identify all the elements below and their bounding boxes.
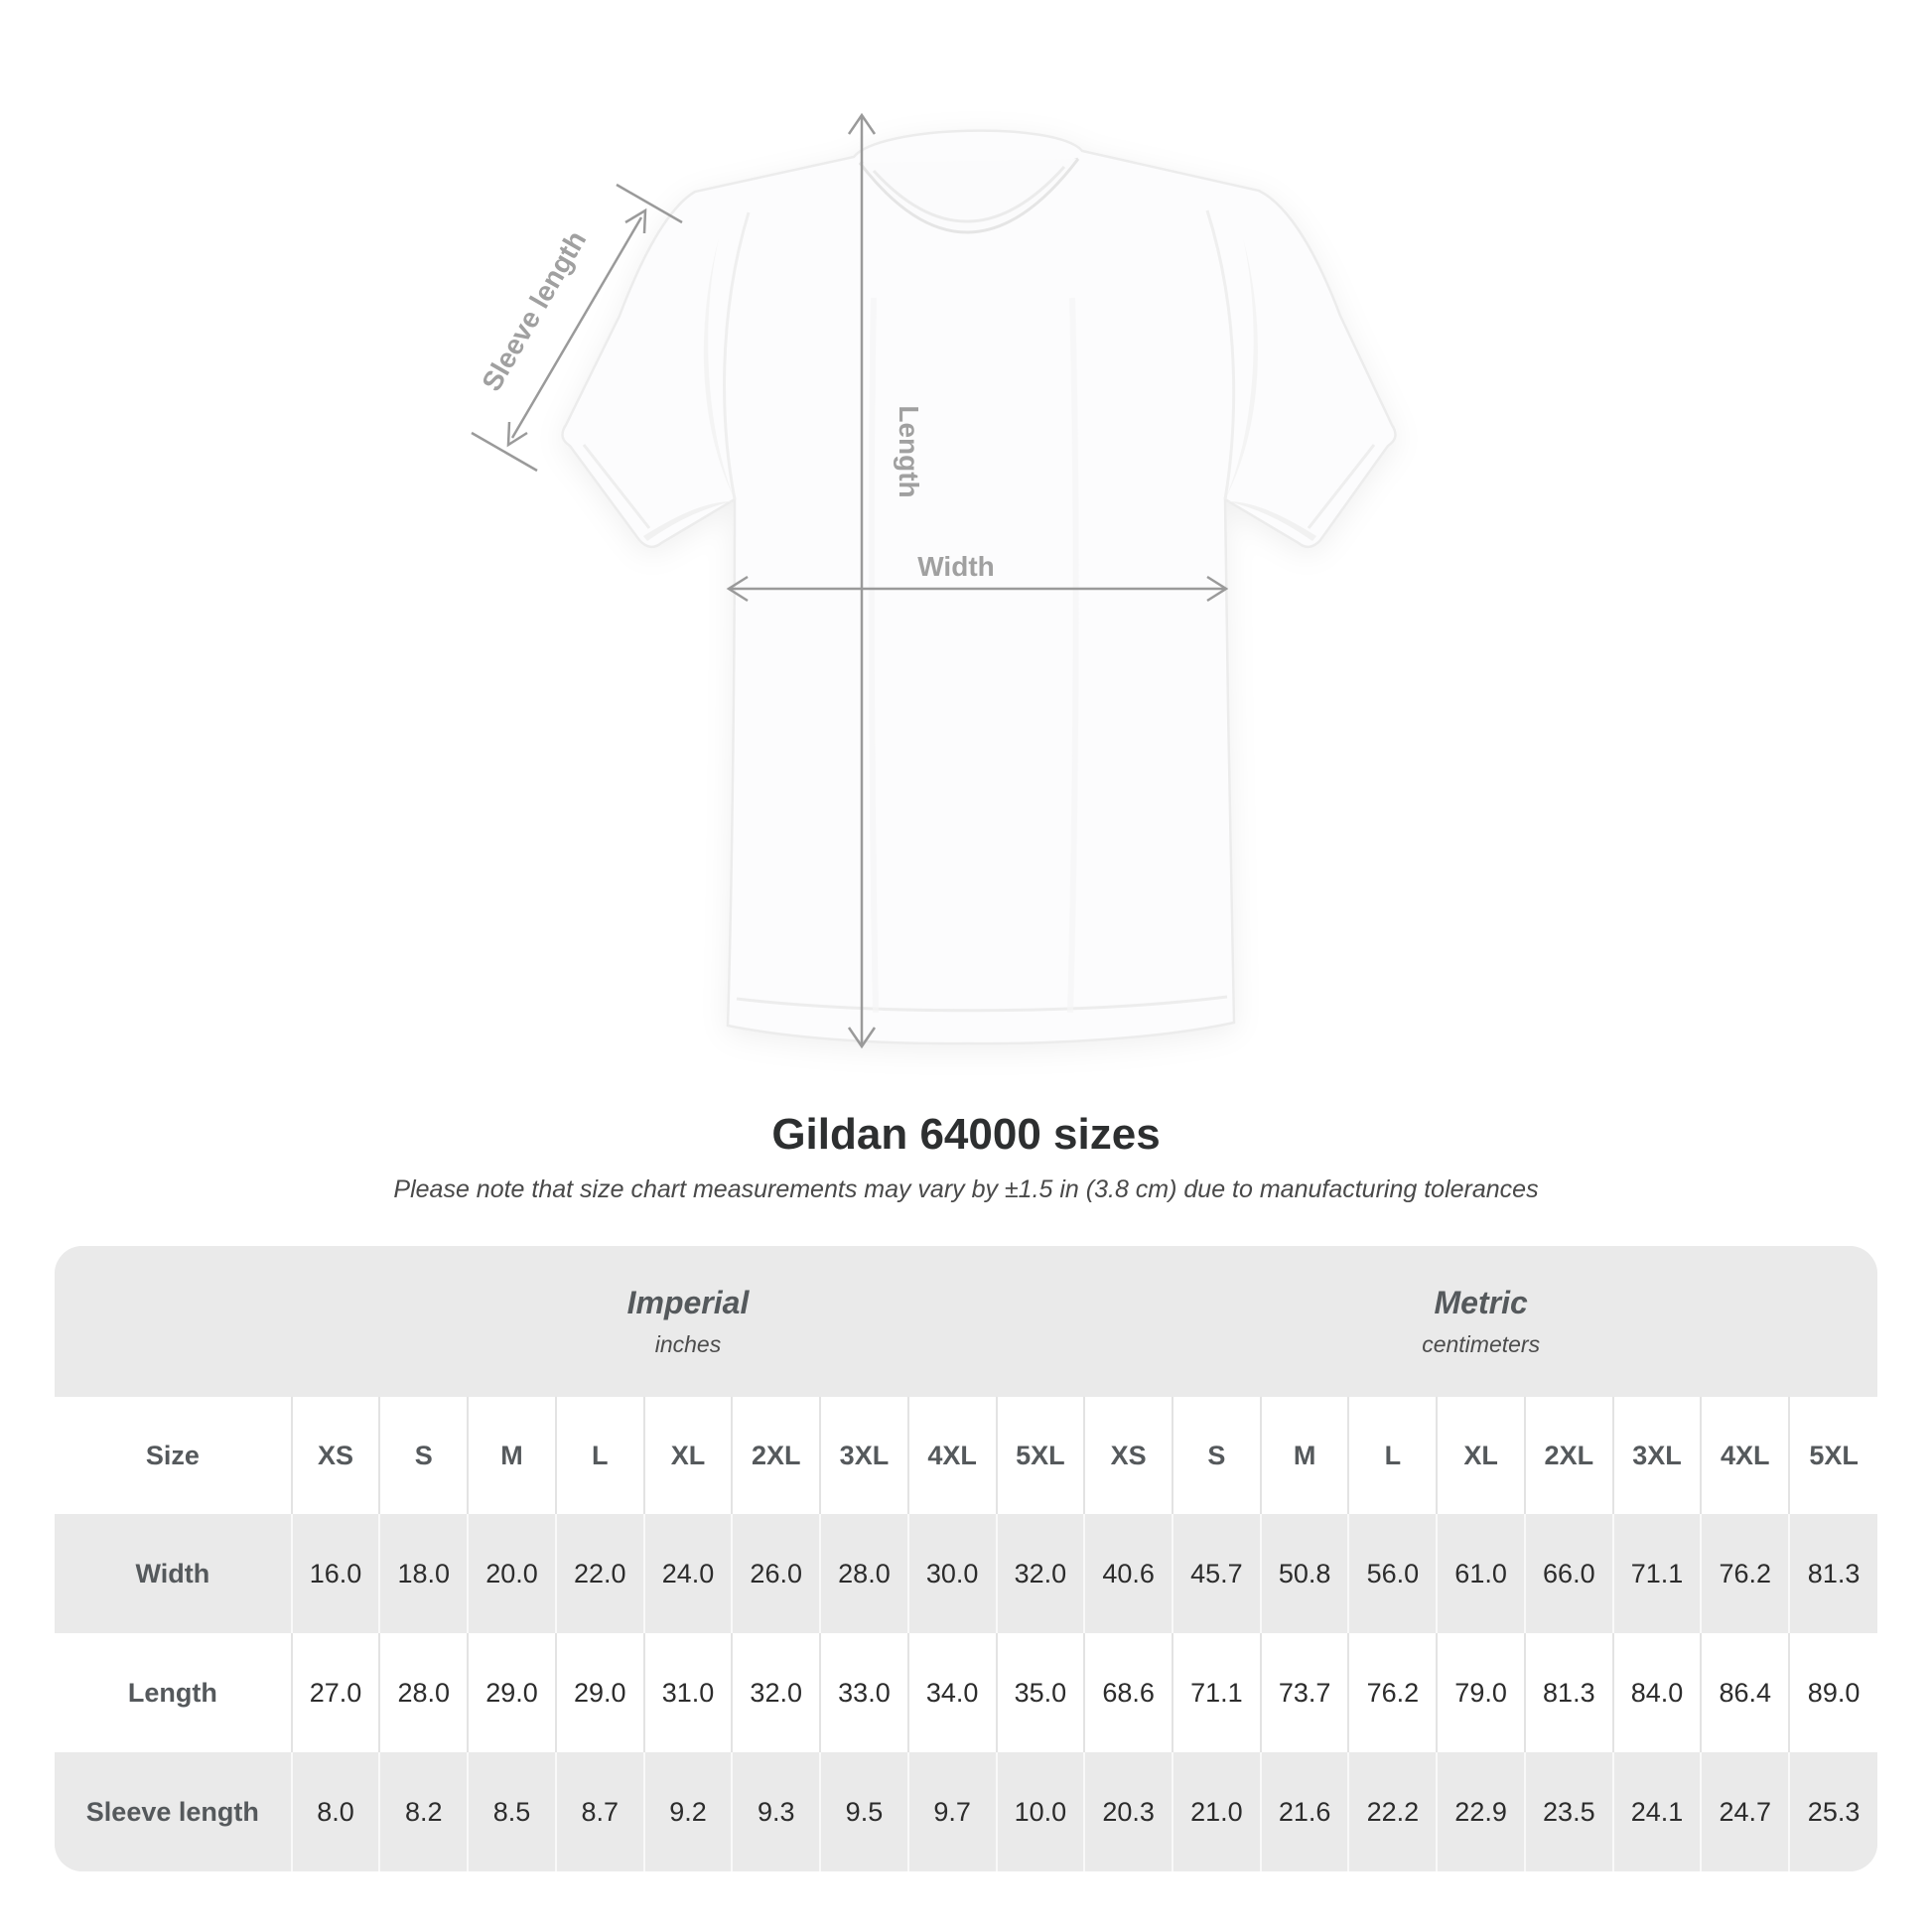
table-cell: 33.0	[820, 1633, 908, 1752]
length-row	[55, 1633, 1877, 1752]
sleeve-length-row	[55, 1752, 1877, 1871]
table-cell: 9.3	[732, 1752, 820, 1871]
size-col-imperial-4xl: 4XL	[908, 1397, 997, 1514]
size-chart-table	[55, 1246, 1877, 1871]
size-col-imperial-s: S	[379, 1397, 468, 1514]
tolerance-note: Please note that size chart measurements may vary by ±1.5 in (3.8 cm) due to manufacturing tolerances	[393, 1175, 1539, 1203]
table-cell: 86.4	[1701, 1633, 1789, 1752]
table-cell: 68.6	[1084, 1633, 1173, 1752]
table-cell: 71.1	[1173, 1633, 1261, 1752]
size-col-imperial-xl: XL	[644, 1397, 733, 1514]
table-cell: 24.7	[1701, 1752, 1789, 1871]
size-col-metric-xl: XL	[1437, 1397, 1525, 1514]
table-cell: 22.9	[1437, 1752, 1525, 1871]
table-cell: 9.5	[820, 1752, 908, 1871]
table-cell: 23.5	[1525, 1752, 1613, 1871]
size-col-metric-l: L	[1348, 1397, 1437, 1514]
table-cell: 34.0	[908, 1633, 997, 1752]
size-col-metric-2xl: 2XL	[1525, 1397, 1613, 1514]
length-row-label: Length	[55, 1633, 292, 1752]
table-cell: 45.7	[1173, 1514, 1261, 1633]
size-col-imperial-5xl: 5XL	[997, 1397, 1085, 1514]
table-cell: 10.0	[997, 1752, 1085, 1871]
table-cell: 81.3	[1525, 1633, 1613, 1752]
group-row-spacer	[55, 1246, 292, 1397]
length-label: Length	[894, 405, 924, 498]
size-col-metric-4xl: 4XL	[1701, 1397, 1789, 1514]
size-col-metric-m: M	[1261, 1397, 1349, 1514]
table-cell: 73.7	[1261, 1633, 1349, 1752]
table-cell: 29.0	[556, 1633, 644, 1752]
table-cell: 22.0	[556, 1514, 644, 1633]
table-cell: 79.0	[1437, 1633, 1525, 1752]
table-cell: 76.2	[1701, 1514, 1789, 1633]
size-header-cell: Size	[55, 1397, 292, 1514]
page-title: Gildan 64000 sizes	[771, 1110, 1161, 1159]
width-row	[55, 1514, 1877, 1633]
table-cell: 8.2	[379, 1752, 468, 1871]
size-col-imperial-2xl: 2XL	[732, 1397, 820, 1514]
size-col-metric-3xl: 3XL	[1613, 1397, 1702, 1514]
size-chart-table-container	[55, 1246, 1877, 1871]
width-row-label: Width	[55, 1514, 292, 1633]
table-cell: 56.0	[1348, 1514, 1437, 1633]
metric-sublabel: centimeters	[1422, 1331, 1541, 1357]
table-cell: 66.0	[1525, 1514, 1613, 1633]
table-cell: 76.2	[1348, 1633, 1437, 1752]
width-label: Width	[917, 551, 995, 582]
table-cell: 81.3	[1789, 1514, 1877, 1633]
table-cell: 8.0	[292, 1752, 380, 1871]
table-cell: 9.2	[644, 1752, 733, 1871]
table-cell: 84.0	[1613, 1633, 1702, 1752]
size-col-metric-xs: XS	[1084, 1397, 1173, 1514]
table-cell: 32.0	[732, 1633, 820, 1752]
size-col-imperial-3xl: 3XL	[820, 1397, 908, 1514]
table-cell: 16.0	[292, 1514, 380, 1633]
table-cell: 28.0	[379, 1633, 468, 1752]
table-cell: 22.2	[1348, 1752, 1437, 1871]
table-cell: 31.0	[644, 1633, 733, 1752]
table-cell: 9.7	[908, 1752, 997, 1871]
table-cell: 20.3	[1084, 1752, 1173, 1871]
table-cell: 30.0	[908, 1514, 997, 1633]
table-cell: 8.5	[468, 1752, 556, 1871]
size-col-metric-5xl: 5XL	[1789, 1397, 1877, 1514]
size-col-imperial-m: M	[468, 1397, 556, 1514]
table-cell: 35.0	[997, 1633, 1085, 1752]
metric-group-header	[1084, 1246, 1877, 1397]
table-cell: 27.0	[292, 1633, 380, 1752]
table-cell: 8.7	[556, 1752, 644, 1871]
table-cell: 18.0	[379, 1514, 468, 1633]
table-cell: 21.0	[1173, 1752, 1261, 1871]
title-block	[0, 1110, 1932, 1204]
size-header-row	[55, 1397, 1877, 1514]
table-cell: 71.1	[1613, 1514, 1702, 1633]
table-cell: 29.0	[468, 1633, 556, 1752]
table-cell: 20.0	[468, 1514, 556, 1633]
table-cell: 24.1	[1613, 1752, 1702, 1871]
table-cell: 50.8	[1261, 1514, 1349, 1633]
table-cell: 89.0	[1789, 1633, 1877, 1752]
table-cell: 26.0	[732, 1514, 820, 1633]
size-col-metric-s: S	[1173, 1397, 1261, 1514]
imperial-sublabel: inches	[654, 1331, 722, 1357]
table-cell: 21.6	[1261, 1752, 1349, 1871]
table-cell: 61.0	[1437, 1514, 1525, 1633]
table-cell: 40.6	[1084, 1514, 1173, 1633]
size-col-imperial-l: L	[556, 1397, 644, 1514]
sleeve-length-row-label: Sleeve length	[55, 1752, 292, 1871]
table-cell: 32.0	[997, 1514, 1085, 1633]
table-cell: 25.3	[1789, 1752, 1877, 1871]
table-cell: 28.0	[820, 1514, 908, 1633]
tshirt-image	[563, 131, 1396, 1044]
sleeve-length-label: Sleeve length	[476, 225, 593, 397]
size-col-imperial-xs: XS	[292, 1397, 380, 1514]
table-cell: 24.0	[644, 1514, 733, 1633]
imperial-group-header	[292, 1246, 1085, 1397]
metric-label: Metric	[1434, 1285, 1528, 1320]
unit-group-row	[55, 1246, 1877, 1397]
imperial-label: Imperial	[626, 1285, 750, 1320]
